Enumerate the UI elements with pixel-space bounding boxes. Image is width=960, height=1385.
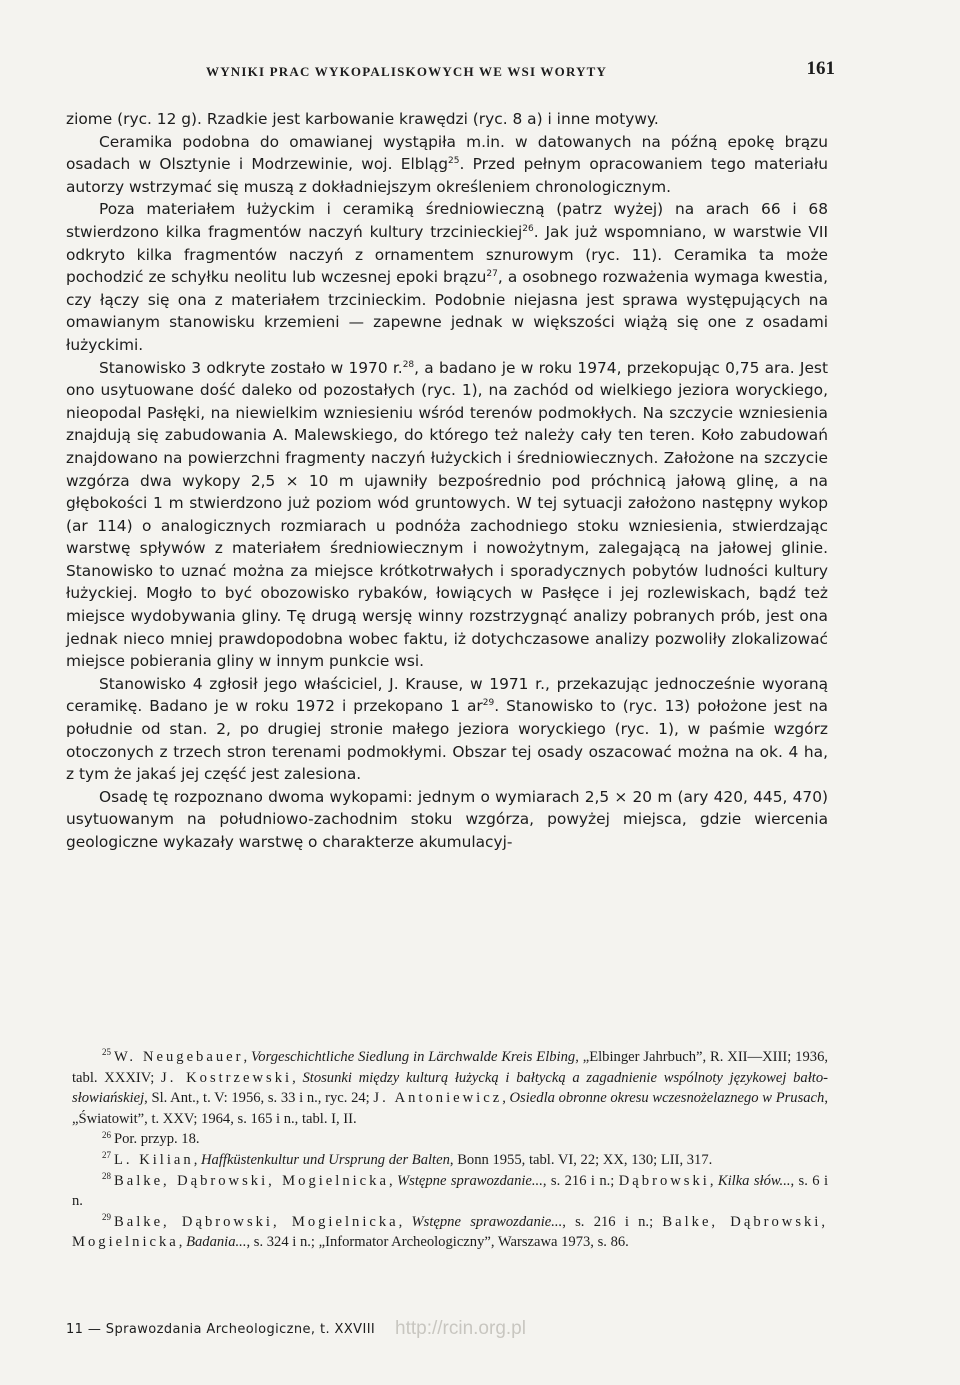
footnote-title: Kilka słów... [717, 1172, 791, 1189]
footnote-number: 28 [102, 1170, 111, 1181]
paragraph-3 [66, 198, 828, 356]
paragraph-5 [66, 673, 828, 786]
footnotes [72, 1047, 828, 1253]
footnote-ref: 25 [448, 156, 460, 167]
text-span: , Sl. Ant., t. V: 1956, s. 33 i n., ryc. 24; [144, 1090, 374, 1107]
text-span: , [243, 1049, 251, 1065]
footnote-title: Haffküstenkultur und Ursprung der Balten [201, 1151, 450, 1168]
footnote-26 [72, 1129, 828, 1150]
footnote-author: Balke, Dąbrowski, Mogielnicka [114, 1213, 399, 1230]
footnote-ref: 27 [486, 269, 498, 280]
footnote-number: 29 [102, 1211, 111, 1222]
page-number: 161 [806, 58, 835, 79]
footnote-author: J. Antoniewicz [373, 1090, 503, 1107]
text-span: Stanowisko 4 zgłosił jego właściciel, J. Krause, w 1971 r., przekazując jednocześnie wyoraną ceramikę. Badano je w roku 1972 i przekopano 1 ar [66, 674, 828, 716]
running-title: WYNIKI PRAC WYKOPALISKOWYCH WE WSI WORYTY [206, 64, 608, 79]
text-span: , s. 216 i n.; [562, 1213, 663, 1230]
text-span: , Bonn 1955, tabl. VI, 22; XX, 130; LII, 317. [449, 1151, 713, 1168]
footnote-29: $^{29}$ Balke, Dąbrowski, Mogielnicka, Wstępne sprawozdanie..., s. 216 i n.; Balke, Dąbrowski, Mogielnicka, Badania..., s. 324 i n.; „Informator Archeologiczny”, Warszawa 1973, s. 86. [72, 1211, 828, 1251]
footnote-ref: 29 [482, 698, 495, 709]
footnote-title: Stosunki między kulturą łużycką i bałtycką a zagadnienie wspólnoty językowej bałto-słowiańskiej [72, 1069, 828, 1107]
footnote-27: $^{27}$ L. Kilian, Haffküstenkultur und Ursprung der Balten, Bonn 1955, tabl. VI, 22; XX, 130; LII, 317. [102, 1150, 713, 1168]
text-span: , a badano je w roku 1974, przekopując 0,75 ara. Jest ono usytuowane dość daleko od pozostałych (ryc. 1), na zachód od wielkiego jeziora woryckiego, nieopodal Pasłęki, na niewielkim wzniesieniu wśród terenów podmokłych. Na szczycie wzniesienia znajdują się zabudowania A. Malewskiego, do którego też należy cały ten teren. Koło zabudowań znajdowano na powierzchni fragmenty naczyń łużyckich i średniowiecznych. Założone na szczycie wzgórza dwa wykopy 2,5 × 10 m ujawniły bezpośrednio pod próchnicą jałową glinę, a na głębokości 1 m stwierdzono już poziom wód gruntowych. W tej sytuacji założono następny wykop (ar 114) o analogicznych rozmiarach u podnóża zachodniego stoku wzniesienia, stwierdzając warstwę spływów z materiałem średniowiecznym i nowożytnym, zalegającą na jałowej glinie. Stanowisko to uznać można za miejsce krótkotrwałych i sporadycznych pobytów ludności kultury łużyckiej. Mogło to być obozowisko rybaków, łowiących w Pasłęce i jej rozlewiskach, bądź też miejsce wydobywania gliny. Tę drugą wersję winny rozstrzygnąć analizy pobranych prób, jest ona jednak nieco mniej prawdopodobna wobec faktu, iż dotychczasowe analizy pozwoliły zlokalizować miejsce pobierania gliny w innym punkcie wsi. [66, 358, 828, 671]
text-span: . Stanowisko to (ryc. 13) położone jest na południe od stan. 2, po drugiej stronie małego jeziora woryckiego (ryc. 1), w paśmie wzgórz otoczonych z trzech stron terenami podmokłymi. Obszar tej osady oszacować można na ok. 4 ha, z tym że jakaś jej część jest zalesiona. [66, 697, 828, 784]
text-span: , s. 216 i n.; [542, 1172, 619, 1189]
text-span: , s. 324 i n.; „Informator Archeologiczny”, Warszawa 1973, s. 86. [246, 1234, 629, 1251]
footnote-title: Badania... [186, 1234, 247, 1251]
text-span: Poza materiałem łużyckim i ceramiką średniowieczną (patrz wyżej) na arach 66 i 68 stwierdzono kilka fragmentów naczyń kultury trzcinieckiej [66, 200, 828, 241]
footnote-ref: 26 [522, 223, 534, 234]
footnote-28: $^{28}$ Balke, Dąbrowski, Mogielnicka, Wstępne sprawozdanie..., s. 216 i n.; Dąbrowski, Kilka słów..., s. 6 i n. [72, 1170, 829, 1210]
footnote-number: 25 [102, 1047, 111, 1058]
footnote-number: 27 [102, 1150, 111, 1161]
page-header [66, 56, 835, 88]
text-span: . Przed pełnym opracowaniem tego materiału autorzy wstrzymać się muszą z dokładniejszym określeniem chronologicznym. [66, 155, 828, 196]
text-span: Por. przyp. 18. [114, 1131, 200, 1148]
text-span: . Jak już wspomniano, w warstwie VII odkryto kilka fragmentów naczyń z ornamentem sznurowym (ryc. 11). Ceramika ta może pochodzić ze schyłku neolitu lub wczesnej epoki brązu [66, 222, 828, 287]
text-span: Ceramika podobna do omawianej wystąpiła m.in. w datowanych na późną epokę brązu osadach w Olsztynie i Modrzewinie, woj. Elbląg [66, 132, 828, 174]
paragraph-6: Osadę tę rozpoznano dwoma wykopami: jednym o wymiarach 2,5 × 20 m (ary 420, 445, 470) usytuowanym na południowo-zachodnim stoku wzgórza, powyżej miejsca, gdzie wiercenia geologiczne wykazały warstwę o charakterze akumulacyj- [66, 787, 828, 851]
text-span: , [502, 1090, 510, 1107]
footnote-author: Balke, Dąbrowski, Mogielnicka [114, 1172, 389, 1189]
footnote-title: Osiedla obronne okresu wczesnożelaznego w Prusach [509, 1090, 825, 1107]
footnote-author: J. Kostrzewski [161, 1069, 293, 1086]
main-text [66, 108, 828, 854]
text-span: Stanowisko 3 odkryte zostało w 1970 r. [99, 358, 403, 377]
paragraph-4 [66, 357, 828, 673]
watermark-url: http://rcin.org.pl [395, 1318, 526, 1339]
footnote-title: Wstępne sprawozdanie... [411, 1213, 563, 1230]
text-span: , [292, 1069, 303, 1086]
footnote-author: Dąbrowski [618, 1172, 710, 1189]
text-span: , „Światowit”, t. XXV; 1964, s. 165 i n., tabl. I, II. [72, 1090, 828, 1127]
paragraph-1: ziome (ryc. 12 g). Rzadkie jest karbowanie krawędzi (ryc. 8 a) i inne motywy. [66, 110, 659, 128]
signature-line: 11 — Sprawozdania Archeologiczne, t. XXVIII [66, 1322, 376, 1337]
footnote-author: Balke, Dąbrowski, Mogielnicka [72, 1213, 828, 1251]
footnote-ref: 28 [402, 359, 415, 370]
text-span: , „Elbinger Jahrbuch”, R. XII—XIII; 1936, tabl. XXXIV; [72, 1049, 829, 1086]
footnote-25 [72, 1047, 828, 1129]
footnote-title: Vorgeschichtliche Siedlung in Lärchwalde Kreis Elbing [251, 1049, 576, 1065]
paragraph-2 [66, 131, 828, 199]
footnote-author: L. Kilian [114, 1151, 194, 1168]
text-span: , s. 6 i n. [72, 1172, 829, 1210]
text-span: , a osobnego rozważenia wymaga kwestia, czy łączy się ona z materiałem trzcinieckim. Podobnie niejasna jest sprawa występujących na omawianym stanowisku krzemieni — zapewne jednak w większości wiążą się one z osadami łużyckimi. [66, 268, 828, 354]
footnote-title: Wstępne sprawozdanie... [396, 1172, 543, 1189]
footnote-number: 26 [102, 1129, 111, 1140]
footnote-author: W. Neugebauer [114, 1049, 244, 1065]
